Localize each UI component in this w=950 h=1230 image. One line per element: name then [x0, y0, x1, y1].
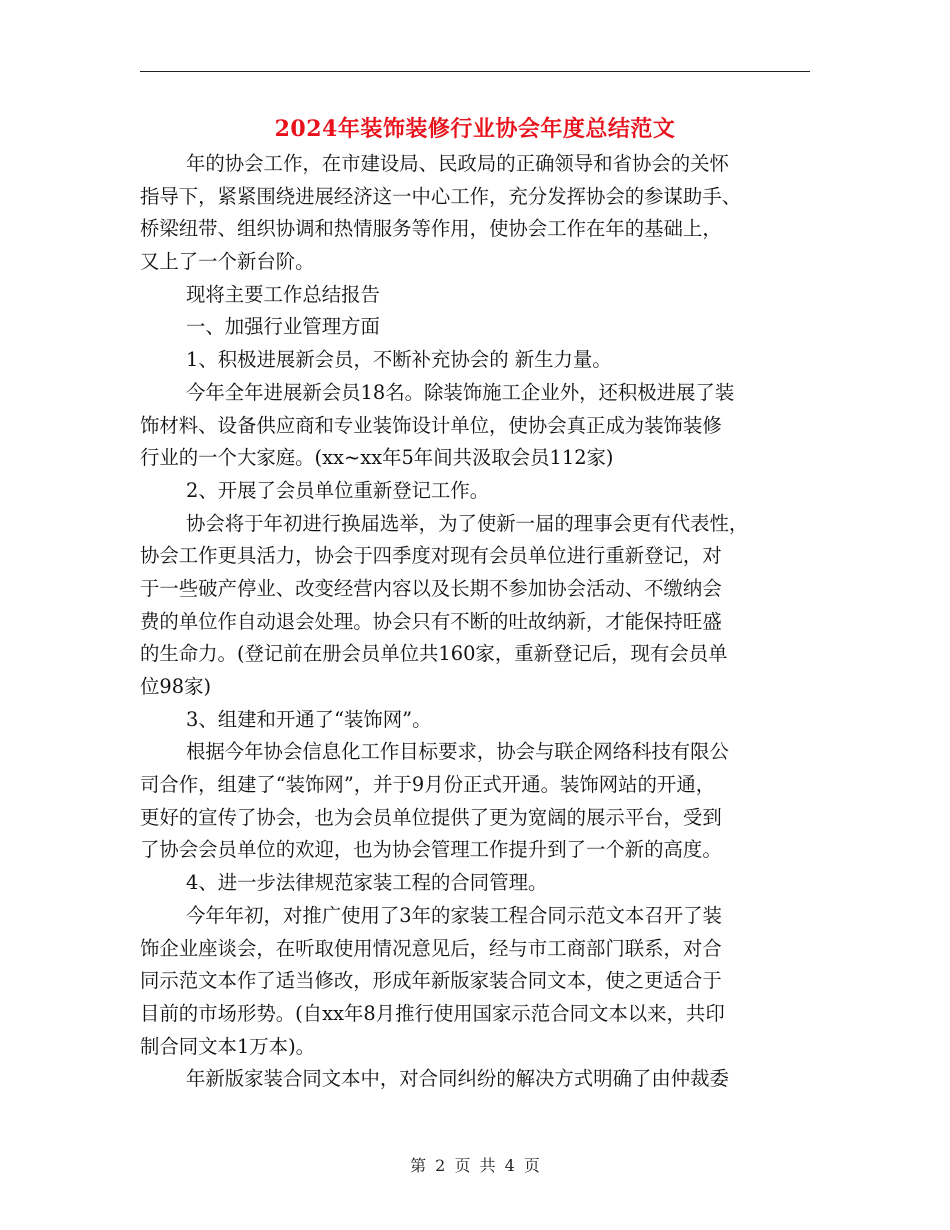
text-line: 年的协会工作，在市建设局、民政局的正确领导和省协会的关怀	[186, 152, 729, 175]
text-line: 4、进一步法律规范家装工程的合同管理。	[186, 871, 548, 895]
text-line: 更好的宣传了协会，也为会员单位提供了更为宽阔的展示平台，受到	[140, 805, 722, 829]
header-rule	[140, 71, 810, 72]
text-line: 今年年初，对推广使用了3年的家装工程合同示范文本召开了装	[186, 903, 722, 927]
text-line: 司合作，组建了“装饰网”，并于9月份正式开通。装饰网站的开通，	[140, 773, 716, 797]
text-line: 费的单位作自动退会处理。协会只有不断的吐故纳新，才能保持旺盛	[140, 609, 722, 633]
text-line: 于一些破产停业、改变经营内容以及长期不参加协会活动、不缴纳会	[140, 576, 722, 600]
text-line: 现将主要工作总结报告	[186, 282, 380, 306]
text-line: 饰材料、设备供应商和专业装饰设计单位，使协会真正成为装饰装修	[140, 413, 722, 437]
document-body	[140, 148, 812, 1096]
text-line: 的生命力。(登记前在册会员单位共160家，重新登记后，现有会员单	[140, 642, 728, 666]
text-line: 目前的市场形势。(自xx年8月推行使用国家示范合同文本以来，共印	[140, 1001, 725, 1025]
document-title: 2024年装饰装修行业协会年度总结范文	[274, 116, 676, 142]
text-line: 3、组建和开通了“装饰网”。	[186, 707, 432, 731]
text-line: 今年全年进展新会员18名。除装饰施工企业外，还积极进展了装	[186, 380, 735, 404]
text-line: 同示范文本作了适当修改，形成年新版家装合同文本，使之更适合于	[140, 969, 722, 993]
text-line: 一、加强行业管理方面	[186, 315, 380, 339]
text-line: 指导下，紧紧围绕进展经济这一中心工作，充分发挥协会的参谋助手、	[140, 184, 742, 208]
text-line: 年新版家装合同文本中，对合同纠纷的解决方式明确了由仲裁委	[186, 1067, 729, 1091]
text-line: 饰企业座谈会，在听取使用情况意见后，经与市工商部门联系，对合	[140, 936, 722, 960]
text-line: 了协会会员单位的欢迎，也为协会管理工作提升到了一个新的高度。	[140, 838, 722, 862]
text-line: 又上了一个新台阶。	[140, 250, 315, 274]
text-line: 1、积极进展新会员，不断补充协会的 新生力量。	[186, 348, 612, 372]
page-number: 第 2 页 共 4 页	[410, 1156, 540, 1175]
text-line: 2、开展了会员单位重新登记工作。	[186, 478, 490, 502]
text-line: 桥梁纽带、组织协调和热情服务等作用，使协会工作在年的基础上，	[140, 217, 722, 241]
text-line: 位98家)	[140, 675, 212, 698]
text-line: 协会将于年初进行换届选举，为了使新一届的理事会更有代表性，	[186, 511, 749, 535]
text-line: 根据今年协会信息化工作目标要求，协会与联企网络科技有限公	[186, 740, 729, 764]
text-line: 行业的一个大家庭。(xx~xx年5年间共汲取会员112家)	[140, 446, 614, 470]
text-line: 协会工作更具活力，协会于四季度对现有会员单位进行重新登记，对	[140, 544, 722, 568]
text-line: 制合同文本1万本)。	[140, 1034, 316, 1058]
